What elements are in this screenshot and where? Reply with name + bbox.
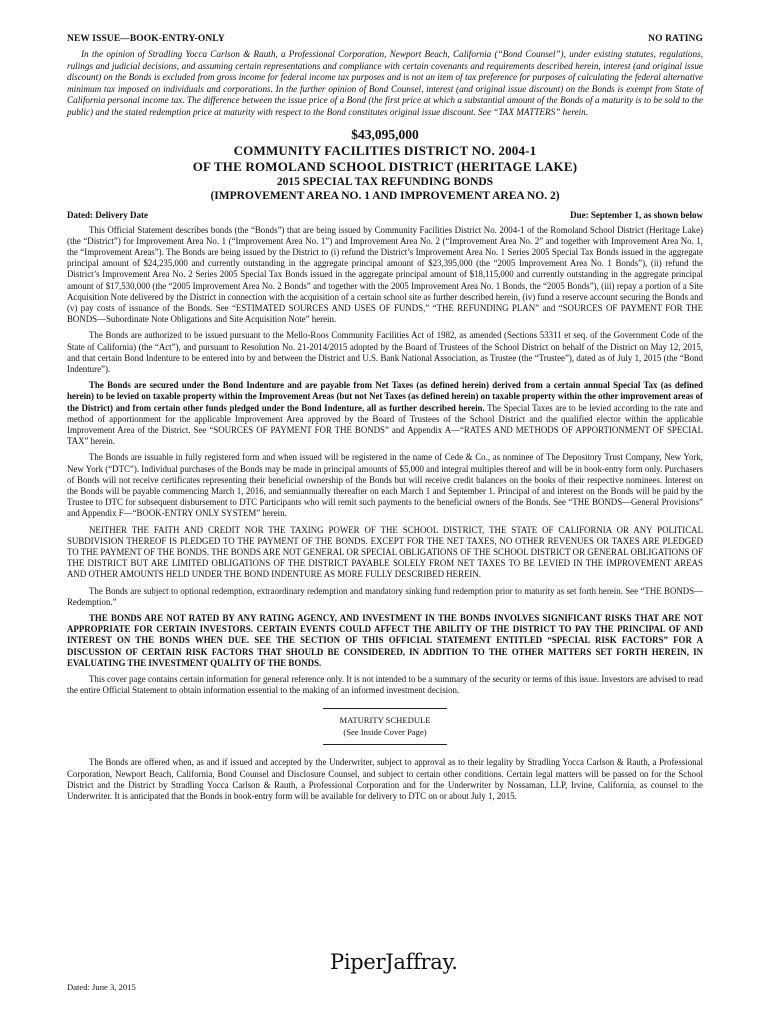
issue-type: NEW ISSUE—BOOK-ENTRY-ONLY (67, 34, 225, 44)
district-name-line2: OF THE ROMOLAND SCHOOL DISTRICT (HERITAGE LAKE) (192, 158, 578, 174)
dated-row (67, 210, 703, 220)
paragraph-cover-note: This cover page contains certain information for general reference only. It is not intended to be a summary of the security or terms of this issue. Investors are advised to read the entire Official Statement to obtain information essential to the making of an informed investment decision. (67, 674, 703, 696)
dated-label: Dated: Delivery Date (67, 209, 148, 220)
underwriter-logo: PiperJaffray. (330, 950, 458, 974)
security-text: The Special Taxes are to be levied according to the rate and method of apportionment for the applicable Improvement Area approved by the Board of Trustees of the School District and the qualified elector within the applicable Improvement Area of the District. See “SOURCES OF PAYMENT FOR THE BONDS” and Appendix A—“RATES AND METHODS OF APPORTIONMENT OF SPECIAL TAX” herein. (67, 402, 703, 447)
series-name: 2015 SPECIAL TAX REFUNDING BONDS (276, 175, 494, 188)
paragraph-limited-obligation: NEITHER THE FAITH AND CREDIT NOR THE TAXING POWER OF THE SCHOOL DISTRICT, THE STATE OF CALIFORNIA OR ANY POLITICAL SUBDIVISION THEREOF IS PLEDGED TO THE PAYMENT OF THE BONDS. EXCEPT FOR THE NET TAXES, NO OTHER REVENUES OR TAXES ARE PLEDGED TO THE PAYMENT OF THE BONDS. THE BONDS ARE NOT GENERAL OR SPECIAL OBLIGATIONS OF THE SCHOOL DISTRICT OR GENERAL OBLIGATIONS OF THE DISTRICT BUT ARE LIMITED OBLIGATIONS OF THE DISTRICT PAYABLE SOLELY FROM NET TAXES TO BE LEVIED IN THE IMPROVEMENT AREAS AND OTHER AMOUNTS HELD UNDER THE BOND INDENTURE AS MORE FULLY DESCRIBED HEREIN. (67, 524, 703, 580)
paragraph-security (67, 380, 703, 447)
security-bold-text: The Bonds are secured under the Bond Indenture and are payable from Net Taxes (as defined herein) derived from a certain annual Special Tax (as defined herein) to be levied on taxable property within the Improvement Areas (but not Net Taxes (as defined herein) on taxable property within the other improvement areas of the District) and from certain other funds pledged under the Bond Indenture, all as further described herein. (67, 380, 703, 413)
improvement-areas: (IMPROVEMENT AREA NO. 1 AND IMPROVEMENT AREA NO. 2) (210, 189, 560, 202)
paragraph-purpose: This Official Statement describes bonds (the “Bonds”) that are being issued by Community Facilities District No. 2004-1 of the Romoland School District (Heritage Lake) (the “District”) for Improvement Area No. 1 (“Improvement Area No. 1”) and Improvement Area No. 2 (“Improvement Area No. 2” and together with Improvement Area No. 1, the “Improvement Areas”). The Bonds are being issued by the District to (i) refund the District’s Improvement Area No. 1 Series 2005 Special Tax Bonds issued in the aggregate principal amount of $24,235,000 and currently outstanding in the aggregate principal amount of $23,395,000 (the “2005 Improvement Area No. 1 Bonds”), (ii) refund the District’s Improvement Area No. 2 Series 2005 Special Tax Bonds issued in the aggregate principal amount of $18,115,000 and currently outstanding in the aggregate principal amount of $17,530,000 (the “2005 Improvement Area No. 2 Bonds” and together with the 2005 Improvement Area No. 1 Bonds, the “2005 Bonds”), (iii) repay a portion of a Site Acquisition Note delivered by the District in connection with the acquisition of a certain school site as further described herein, (iv) fund a reserve account securing the Bonds and (v) pay costs of issuance of the Bonds. See “ESTIMATED SOURCES AND USES OF FUNDS,” “THE REFUNDING PLAN” and “SOURCES OF PAYMENT FOR THE BONDS—Subordinate Note Obligations and Site Acquisition Note” herein. (67, 224, 703, 325)
issue-amount: $43,095,000 (351, 126, 419, 142)
paragraph-risk-warning: THE BONDS ARE NOT RATED BY ANY RATING AGENCY, AND INVESTMENT IN THE BONDS INVOLVES SIGNIFICANT RISKS THAT ARE NOT APPROPRIATE FOR CERTAIN INVESTORS. CERTAIN EVENTS COULD AFFECT THE ABILITY OF THE DISTRICT TO PAY THE PRINCIPAL OF AND INTEREST ON THE BONDS WHEN DUE. SEE THE SECTION OF THIS OFFICIAL STATEMENT ENTITLED “SPECIAL RISK FACTORS” FOR A DISCUSSION OF CERTAIN RISK FACTORS THAT SHOULD BE CONSIDERED, IN ADDITION TO THE OTHER MATTERS SET FORTH HEREIN, IN EVALUATING THE INVESTMENT QUALITY OF THE BONDS. (67, 613, 703, 668)
paragraph-redemption: The Bonds are subject to optional redemption, extraordinary redemption and mandatory sinking fund redemption prior to maturity as set forth herein. See “THE BONDS—Redemption.” (67, 585, 703, 607)
bond-counsel-opinion: In the opinion of Stradling Yocca Carlson & Rauth, a Professional Corporation, Newport Beach, California (“Bond Counsel”), under existing statutes, regulations, rulings and judicial decisions, and assuming certain representations and compliance with certain covenants and requirements described herein, interest (and original issue discount) on the Bonds is excluded from gross income for federal income tax purposes and is not an item of tax preference for purposes of calculating the federal alternative minimum tax imposed on individuals and corporations. In the further opinion of Bond Counsel, interest (and original issue discount) on the Bonds is exempt from State of California personal income tax. The difference between the issue price of a Bond (the first price at which a substantial amount of the Bonds of a maturity is to be sold to the public) and the stated redemption price at maturity with respect to the Bond constitutes original issue discount. See “TAX MATTERS” herein. (67, 49, 703, 117)
paragraph-book-entry: The Bonds are issuable in fully registered form and when issued will be registered in the name of Cede & Co., as nominee of The Depository Trust Company, New York, New York (“DTC”). Individual purchases of the Bonds may be made in principal amounts of $5,000 and integral multiples thereof and will be in book-entry form only. Purchasers of Bonds will not receive certificates representing their beneficial ownership of the Bonds but will receive credit balances on the books of their respective nominees. Interest on the Bonds will be payable commencing March 1, 2016, and semiannually thereafter on each March 1 and September 1. Principal of and interest on the Bonds will be paid by the Trustee to DTC for subsequent disbursement to DTC Participants who will remit such payments to the beneficial owners of the Bonds. See “THE BONDS—General Provisions” and Appendix F—“BOOK-ENTRY ONLY SYSTEM” herein. (67, 452, 703, 519)
maturity-schedule-title: MATURITY SCHEDULE (339, 715, 431, 726)
due-label: Due: September 1, as shown below (570, 209, 703, 220)
title-block (67, 127, 703, 203)
statement-date: Dated: June 3, 2015 (67, 982, 136, 992)
paragraph-authorization: The Bonds are authorized to be issued pursuant to the Mello-Roos Community Facilities Act of 1982, as amended (Sections 53311 et seq. of the Government Code of the State of California) (the “Act”), and pursuant to Resolution No. 21-2014/2015 adopted by the Board of Trustees of the School District on behalf of the District on May 12, 2015, and that certain Bond Indenture to be entered into by and between the District and U.S. Bank National Association, as Trustee (the “Trustee”), dated as of July 1, 2015 (the “Bond Indenture”). (67, 330, 703, 374)
header-row (67, 34, 703, 44)
maturity-schedule-box (323, 708, 447, 745)
official-statement-cover (67, 34, 703, 802)
paragraph-offering: The Bonds are offered when, as and if issued and accepted by the Underwriter, subject to approval as to their legality by Stradling Yocca Carlson & Rauth, a Professional Corporation, Newport Beach, California, Bond Counsel and Disclosure Counsel, and subject to certain other conditions. Certain legal matters will be passed on for the School District and the District by Stradling Yocca Carlson & Rauth, a Professional Corporation and for the Underwriter by Nossaman, LLP, Irvine, California, as counsel to the Underwriter. It is anticipated that the Bonds in book-entry form will be available for delivery to DTC on or about July 1, 2015. (67, 757, 703, 802)
district-name-line1: COMMUNITY FACILITIES DISTRICT NO. 2004-1 (233, 142, 537, 158)
rating-label: NO RATING (648, 34, 703, 44)
maturity-schedule-note: (See Inside Cover Page) (343, 727, 427, 738)
